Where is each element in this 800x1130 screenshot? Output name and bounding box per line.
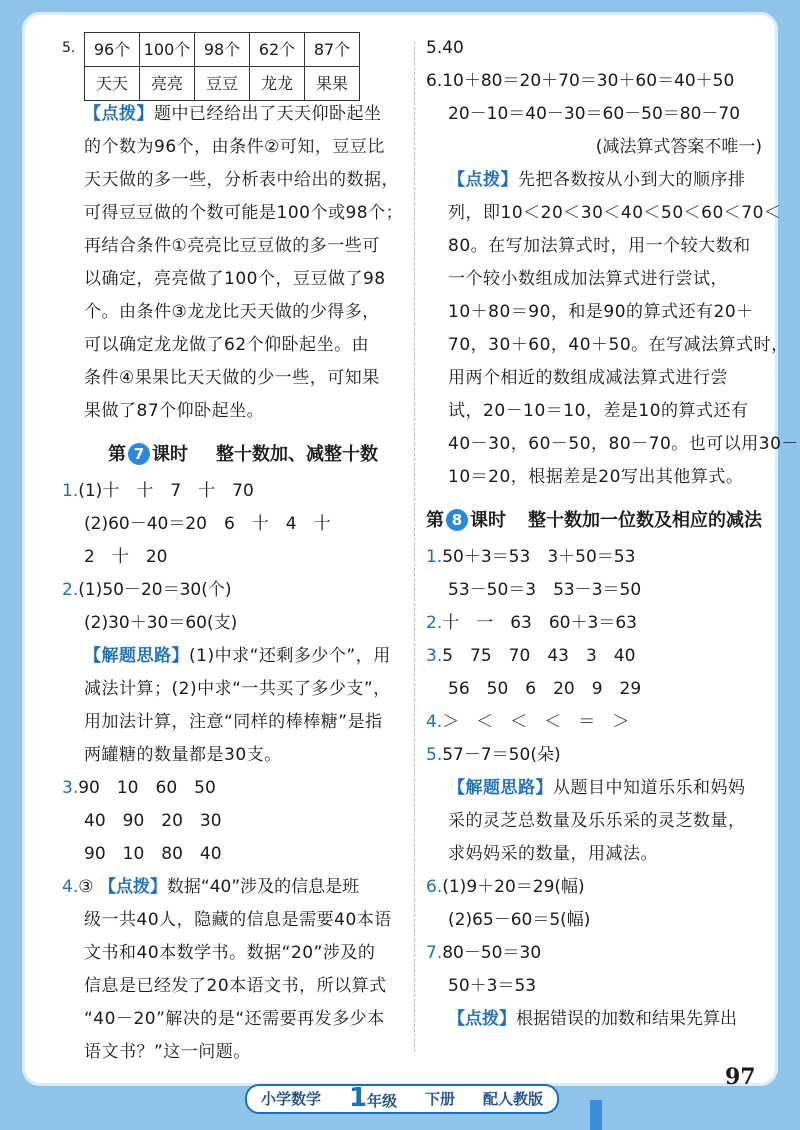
question-2: 2.(1)50－20＝30(个) (2)30＋30＝60(支) 【解题思路】(1)中求“还剩多少个”，用 减法计算；(2)中求“一共买了多少支”， 用加法计算，注意“同样的棒棒糖”是指 两罐糖的数量都是30支。 [62, 580, 391, 765]
q5-label: 5. [62, 40, 76, 56]
footer-grade: 1 [348, 1082, 368, 1113]
right-column [426, 32, 799, 1036]
r-question-5: 5.57－7＝50(朵) 【解题思路】从题目中知道乐乐和妈妈 采的灵芝总数量及乐乐采的灵芝数量， 求妈妈采的数量，用减法。 [426, 745, 746, 864]
text-line: 条件④果果比天天做的少一些，可知果 [84, 368, 380, 388]
table-cell: 96个 [85, 33, 140, 67]
bookmark-strip [590, 1100, 602, 1130]
q5-table-block [62, 32, 406, 98]
text-line: 可以确定龙龙做了62个仰卧起坐。由 [84, 335, 370, 355]
text-line: 可得豆豆做的个数可能是100个或98个； [84, 203, 404, 223]
column-divider [414, 42, 415, 1052]
question-4: 4.③ 【点拨】数据“40”涉及的信息是班 级一共40人，隐藏的信息是需要40本语 文书和40本数学书。数据“20”涉及的 信息是已经发了20本语文书，所以算式 “40－20”解决的是“还需要再发多少本 语文书？”这一问题。 [62, 877, 392, 1062]
text-line: 天天做的多一些，分析表中给出的数据， [84, 170, 399, 190]
question-3: 3.90 10 60 50 40 90 20 30 90 10 80 40 [62, 778, 222, 864]
text-line: 的个数为96个，由条件②可知，豆豆比 [84, 137, 385, 157]
table-cell: 62个 [250, 33, 305, 67]
footer-banner: 小学数学 1年级 下册 配人教版 [245, 1084, 559, 1114]
question-5: 5.40 [426, 38, 464, 58]
left-column [62, 32, 406, 1069]
table-cell: 龙龙 [250, 67, 305, 101]
footer-edition: 配人教版 [482, 1090, 543, 1108]
r-question-1: 1.50＋3＝53 3＋50＝53 53－50＝3 53－3＝50 [426, 547, 642, 600]
page-number: 97 [725, 1064, 756, 1090]
text-line: 题中已经给出了天天仰卧起坐 [154, 104, 382, 124]
text-line: 个。由条件③龙龙比天天做的少得多， [84, 302, 380, 322]
table-cell: 果果 [305, 67, 360, 101]
answer-note: (减法算式答案不唯一) [595, 137, 762, 157]
footer-subject: 小学数学 [260, 1090, 321, 1108]
r-question-7: 7.80－50＝30 50＋3＝53 【点拨】根据错误的加数和结果先算出 [426, 943, 737, 1029]
r-question-2: 2.十 一 63 60＋3＝63 [426, 613, 637, 633]
lesson-7-heading: 第 7 课时 整十数加、减整十数 [108, 444, 378, 465]
text-line: 果做了87个仰卧起坐。 [84, 401, 265, 421]
r-question-6: 6.(1)9＋20＝29(幅) (2)65－60＝5(幅) [426, 877, 591, 930]
table-cell: 87个 [305, 33, 360, 67]
table-cell: 98个 [195, 33, 250, 67]
lesson-number-badge: 7 [128, 443, 150, 465]
question-6: 6.10＋80＝20＋70＝30＋60＝40＋50 20－10＝40－30＝60－50＝80－70 (减法算式答案不唯一) 【点拨】先把各数按从小到大的顺序排 列，即10＜20＜30＜40＜50＜60＜70＜ 80。在写加法算式时，用一个较大数和 一个较小数组成加法算式进行尝试， 10＋80＝90，和是90的算式还有20＋ 70，30＋60，40＋50。在写减法算式时， 用两个相近的数组成减法算式进行尝 试，20－10＝10，差是10的算式还有 40－30，60－50，80－70。也可以用30－ 10＝20，根据差是20写出其他算式。 [426, 71, 799, 487]
table-cell: 天天 [85, 67, 140, 101]
r-question-3: 3.5 75 70 43 3 40 56 50 6 20 9 29 [426, 646, 642, 699]
question-1: 1.(1)十 十 7 十 70 (2)60－40＝20 6 十 4 十 2 十 20 [62, 481, 331, 567]
footer-volume: 下册 [425, 1090, 456, 1108]
lesson-8-heading: 第 8 课时 整十数加一位数及相应的减法 [426, 510, 762, 531]
answer-page [22, 12, 799, 1086]
answer-table [84, 32, 360, 101]
text-line: 再结合条件①亮亮比豆豆做的多一些可 [84, 236, 380, 256]
r-question-4: 4.＞ ＜ ＜ ＜ ＝ ＞ [426, 712, 630, 732]
table-cell: 豆豆 [195, 67, 250, 101]
table-cell: 亮亮 [140, 67, 195, 101]
tip-tag: 【点拨】 [84, 104, 154, 124]
tip-paragraph [62, 98, 406, 428]
lesson-number-badge: 8 [446, 509, 468, 531]
text-line: 以确定，亮亮做了100个，豆豆做了98 [84, 269, 386, 289]
table-cell: 100个 [140, 33, 195, 67]
